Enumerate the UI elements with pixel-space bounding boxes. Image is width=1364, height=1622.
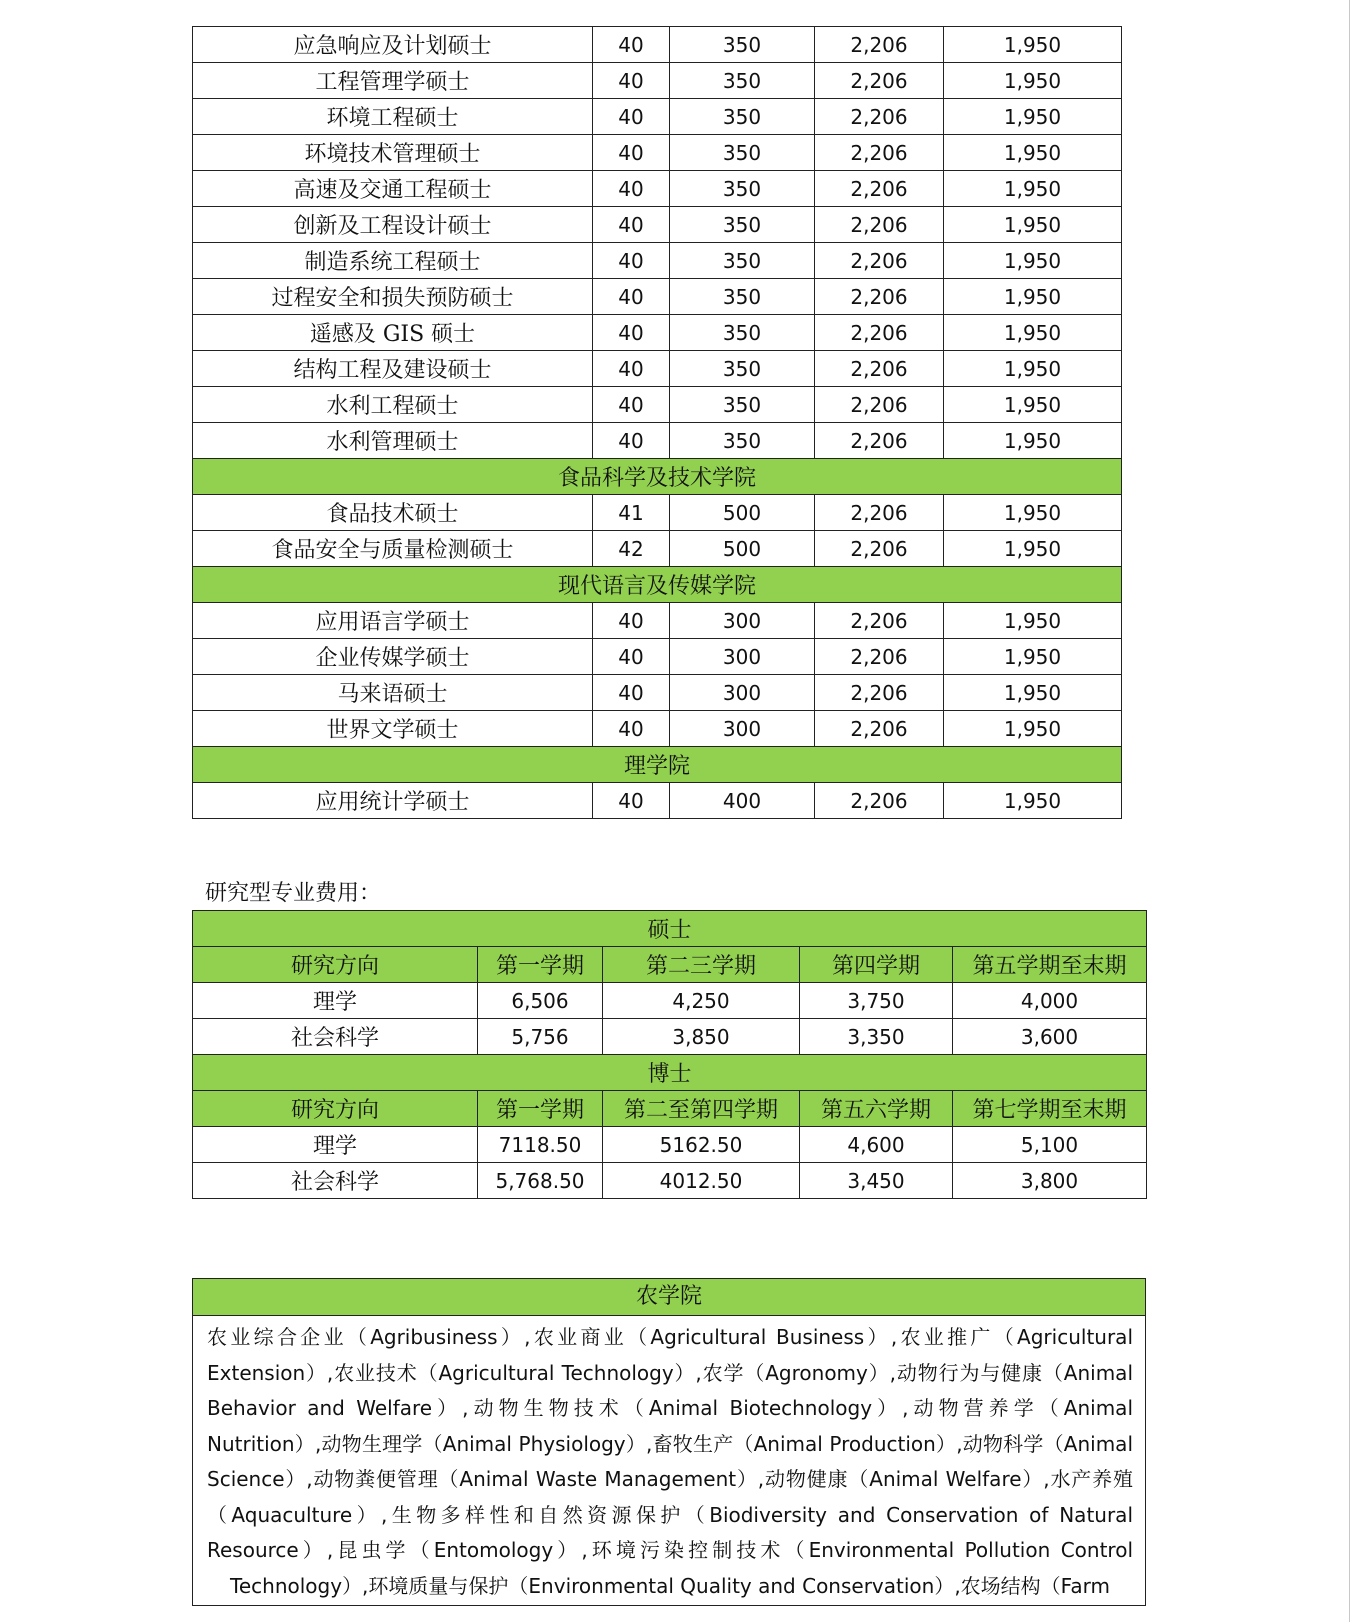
table-row [193, 99, 1122, 135]
fee-value-cell: 4012.50 [603, 1163, 800, 1199]
fee-value-cell: 40 [593, 135, 670, 171]
faculty-title: 农学院 [193, 1279, 1145, 1316]
research-fees-caption: 研究型专业费用： [205, 881, 382, 906]
fee-value-cell: 40 [593, 711, 670, 747]
fee-value-cell: 350 [670, 63, 815, 99]
program-name-cell: 世界文学硕士 [193, 711, 593, 747]
fee-value-cell: 300 [670, 639, 815, 675]
fee-value-cell: 40 [593, 99, 670, 135]
fee-value-cell: 3,600 [953, 1019, 1147, 1055]
fee-value-cell: 2,206 [815, 711, 944, 747]
faculty-programs-text: 农业综合企业（Agribusiness）,农业商业（Agricultural Business）,农业推广（Agricultural Extension）,农业技术（Agricultural Technology）,农学（Agronomy）,动物行为与健康（Animal Behavior and Welfare）,动物生物技术（Animal Biotechnology）,动物营养学（Animal Nutrition）,动物生理学（Animal Physiology）,畜牧生产（Animal Production）,动物科学（Animal Science）,动物粪便管理（Animal Waste Management）,动物健康（Animal Welfare）,水产养殖（Aquaculture）,生物多样性和自然资源保护（Biodiversity and Conservation of Natural Resource）,昆虫学（Entomology）,环境污染控制技术（Environmental Pollution Control Technology）,环境质量与保护（Environmental Quality and Conservation）,农场结构（Farm [207, 1325, 1133, 1598]
column-header: 研究方向 [193, 1091, 478, 1127]
masters-header-row [193, 947, 1147, 983]
fee-value-cell: 350 [670, 135, 815, 171]
fee-value-cell: 1,950 [944, 387, 1122, 423]
fee-value-cell: 300 [670, 603, 815, 639]
table-row [193, 1019, 1147, 1055]
fee-value-cell: 3,450 [800, 1163, 953, 1199]
fee-value-cell: 40 [593, 279, 670, 315]
fee-value-cell: 1,950 [944, 495, 1122, 531]
program-name-cell: 水利工程硕士 [193, 387, 593, 423]
fee-value-cell: 350 [670, 27, 815, 63]
table-row [193, 387, 1122, 423]
fee-value-cell: 3,750 [800, 983, 953, 1019]
fee-value-cell: 350 [670, 279, 815, 315]
program-name-cell: 遥感及 GIS 硕士 [193, 315, 593, 351]
research-fee-table-body [193, 911, 1147, 1199]
research-field-cell: 理学 [193, 1127, 478, 1163]
page-edge-line [1349, 0, 1350, 1622]
fee-value-cell: 2,206 [815, 639, 944, 675]
table-row [193, 1163, 1147, 1199]
program-name-cell: 应急响应及计划硕士 [193, 27, 593, 63]
fee-value-cell: 1,950 [944, 711, 1122, 747]
fee-value-cell: 40 [593, 639, 670, 675]
table-row [193, 279, 1122, 315]
fee-value-cell: 1,950 [944, 135, 1122, 171]
fee-value-cell: 2,206 [815, 243, 944, 279]
fee-value-cell: 40 [593, 207, 670, 243]
table-row [193, 783, 1122, 819]
phd-header-row [193, 1091, 1147, 1127]
fee-value-cell: 40 [593, 675, 670, 711]
fee-value-cell: 42 [593, 531, 670, 567]
fee-value-cell: 350 [670, 171, 815, 207]
fee-value-cell: 500 [670, 531, 815, 567]
fee-value-cell: 400 [670, 783, 815, 819]
program-name-cell: 水利管理硕士 [193, 423, 593, 459]
fee-value-cell: 40 [593, 351, 670, 387]
program-name-cell: 食品技术硕士 [193, 495, 593, 531]
table-row [193, 315, 1122, 351]
fee-value-cell: 2,206 [815, 207, 944, 243]
fee-value-cell: 350 [670, 207, 815, 243]
program-name-cell: 应用统计学硕士 [193, 783, 593, 819]
program-name-cell: 高速及交通工程硕士 [193, 171, 593, 207]
fee-value-cell: 2,206 [815, 63, 944, 99]
faculty-section-title: 理学院 [193, 747, 1122, 783]
fee-value-cell: 40 [593, 243, 670, 279]
table-row [193, 495, 1122, 531]
table-row [193, 423, 1122, 459]
fee-value-cell: 2,206 [815, 315, 944, 351]
fee-value-cell: 1,950 [944, 27, 1122, 63]
fee-value-cell: 500 [670, 495, 815, 531]
fee-value-cell: 1,950 [944, 423, 1122, 459]
masters-title-row [193, 911, 1147, 947]
fee-value-cell: 2,206 [815, 423, 944, 459]
faculty-section-row [193, 567, 1122, 603]
column-header: 第五学期至末期 [953, 947, 1147, 983]
fee-value-cell: 1,950 [944, 315, 1122, 351]
column-header: 研究方向 [193, 947, 478, 983]
program-name-cell: 创新及工程设计硕士 [193, 207, 593, 243]
fee-value-cell: 1,950 [944, 783, 1122, 819]
program-name-cell: 食品安全与质量检测硕士 [193, 531, 593, 567]
program-name-cell: 制造系统工程硕士 [193, 243, 593, 279]
fee-value-cell: 3,850 [603, 1019, 800, 1055]
table-row [193, 171, 1122, 207]
fee-value-cell: 1,950 [944, 243, 1122, 279]
fee-value-cell: 2,206 [815, 387, 944, 423]
phd-title-row [193, 1055, 1147, 1091]
program-name-cell: 结构工程及建设硕士 [193, 351, 593, 387]
research-field-cell: 理学 [193, 983, 478, 1019]
fee-value-cell: 4,250 [603, 983, 800, 1019]
fee-value-cell: 40 [593, 387, 670, 423]
fee-value-cell: 40 [593, 783, 670, 819]
fee-value-cell: 1,950 [944, 171, 1122, 207]
fee-value-cell: 2,206 [815, 171, 944, 207]
column-header: 第五六学期 [800, 1091, 953, 1127]
fee-value-cell: 40 [593, 27, 670, 63]
faculty-section-row [193, 459, 1122, 495]
fee-value-cell: 3,350 [800, 1019, 953, 1055]
table-row [193, 1127, 1147, 1163]
fee-value-cell: 4,000 [953, 983, 1147, 1019]
fee-value-cell: 2,206 [815, 279, 944, 315]
table-row [193, 243, 1122, 279]
table-row [193, 351, 1122, 387]
program-name-cell: 马来语硕士 [193, 675, 593, 711]
faculty-section-title: 食品科学及技术学院 [193, 459, 1122, 495]
fee-value-cell: 2,206 [815, 135, 944, 171]
fee-value-cell: 40 [593, 315, 670, 351]
table-row [193, 675, 1122, 711]
table-row [193, 27, 1122, 63]
fee-value-cell: 41 [593, 495, 670, 531]
program-name-cell: 环境技术管理硕士 [193, 135, 593, 171]
table-row [193, 207, 1122, 243]
fee-value-cell: 1,950 [944, 351, 1122, 387]
table-row [193, 531, 1122, 567]
column-header: 第一学期 [478, 1091, 603, 1127]
fee-value-cell: 350 [670, 351, 815, 387]
fee-value-cell: 5,100 [953, 1127, 1147, 1163]
program-name-cell: 工程管理学硕士 [193, 63, 593, 99]
column-header: 第一学期 [478, 947, 603, 983]
phd-title: 博士 [193, 1055, 1147, 1091]
fee-value-cell: 300 [670, 711, 815, 747]
fee-value-cell: 1,950 [944, 279, 1122, 315]
fee-value-cell: 1,950 [944, 531, 1122, 567]
fee-value-cell: 300 [670, 675, 815, 711]
program-name-cell: 企业传媒学硕士 [193, 639, 593, 675]
fee-value-cell: 2,206 [815, 603, 944, 639]
fee-value-cell: 2,206 [815, 27, 944, 63]
fee-value-cell: 3,800 [953, 1163, 1147, 1199]
program-name-cell: 环境工程硕士 [193, 99, 593, 135]
fee-value-cell: 1,950 [944, 207, 1122, 243]
fee-value-cell: 1,950 [944, 603, 1122, 639]
fee-value-cell: 1,950 [944, 675, 1122, 711]
fee-value-cell: 7118.50 [478, 1127, 603, 1163]
fee-value-cell: 2,206 [815, 99, 944, 135]
fee-value-cell: 350 [670, 243, 815, 279]
fee-value-cell: 2,206 [815, 495, 944, 531]
column-header: 第七学期至末期 [953, 1091, 1147, 1127]
fee-value-cell: 5162.50 [603, 1127, 800, 1163]
fee-value-cell: 4,600 [800, 1127, 953, 1163]
fee-value-cell: 40 [593, 63, 670, 99]
program-fee-table [192, 26, 1122, 819]
program-name-cell: 应用语言学硕士 [193, 603, 593, 639]
table-row [193, 983, 1147, 1019]
fee-value-cell: 2,206 [815, 531, 944, 567]
research-field-cell: 社会科学 [193, 1163, 478, 1199]
table-row [193, 135, 1122, 171]
fee-value-cell: 5,756 [478, 1019, 603, 1055]
program-fee-table-body [193, 27, 1122, 819]
fee-value-cell: 350 [670, 315, 815, 351]
program-name-cell: 过程安全和损失预防硕士 [193, 279, 593, 315]
fee-value-cell: 5,768.50 [478, 1163, 603, 1199]
fee-value-cell: 40 [593, 171, 670, 207]
table-row [193, 603, 1122, 639]
table-row [193, 63, 1122, 99]
fee-value-cell: 350 [670, 423, 815, 459]
fee-value-cell: 40 [593, 603, 670, 639]
fee-value-cell: 1,950 [944, 639, 1122, 675]
column-header: 第二至第四学期 [603, 1091, 800, 1127]
fee-value-cell: 350 [670, 387, 815, 423]
table-row [193, 639, 1122, 675]
fee-value-cell: 6,506 [478, 983, 603, 1019]
table-row [193, 711, 1122, 747]
fee-value-cell: 2,206 [815, 675, 944, 711]
fee-value-cell: 2,206 [815, 351, 944, 387]
masters-title: 硕士 [193, 911, 1147, 947]
column-header: 第二三学期 [603, 947, 800, 983]
faculty-section-title: 现代语言及传媒学院 [193, 567, 1122, 603]
fee-value-cell: 1,950 [944, 63, 1122, 99]
fee-value-cell: 1,950 [944, 99, 1122, 135]
fee-value-cell: 350 [670, 99, 815, 135]
fee-value-cell: 40 [593, 423, 670, 459]
column-header: 第四学期 [800, 947, 953, 983]
research-field-cell: 社会科学 [193, 1019, 478, 1055]
faculty-section-row [193, 747, 1122, 783]
research-fee-table [192, 910, 1147, 1199]
faculty-programs-box [192, 1278, 1146, 1606]
fee-value-cell: 2,206 [815, 783, 944, 819]
